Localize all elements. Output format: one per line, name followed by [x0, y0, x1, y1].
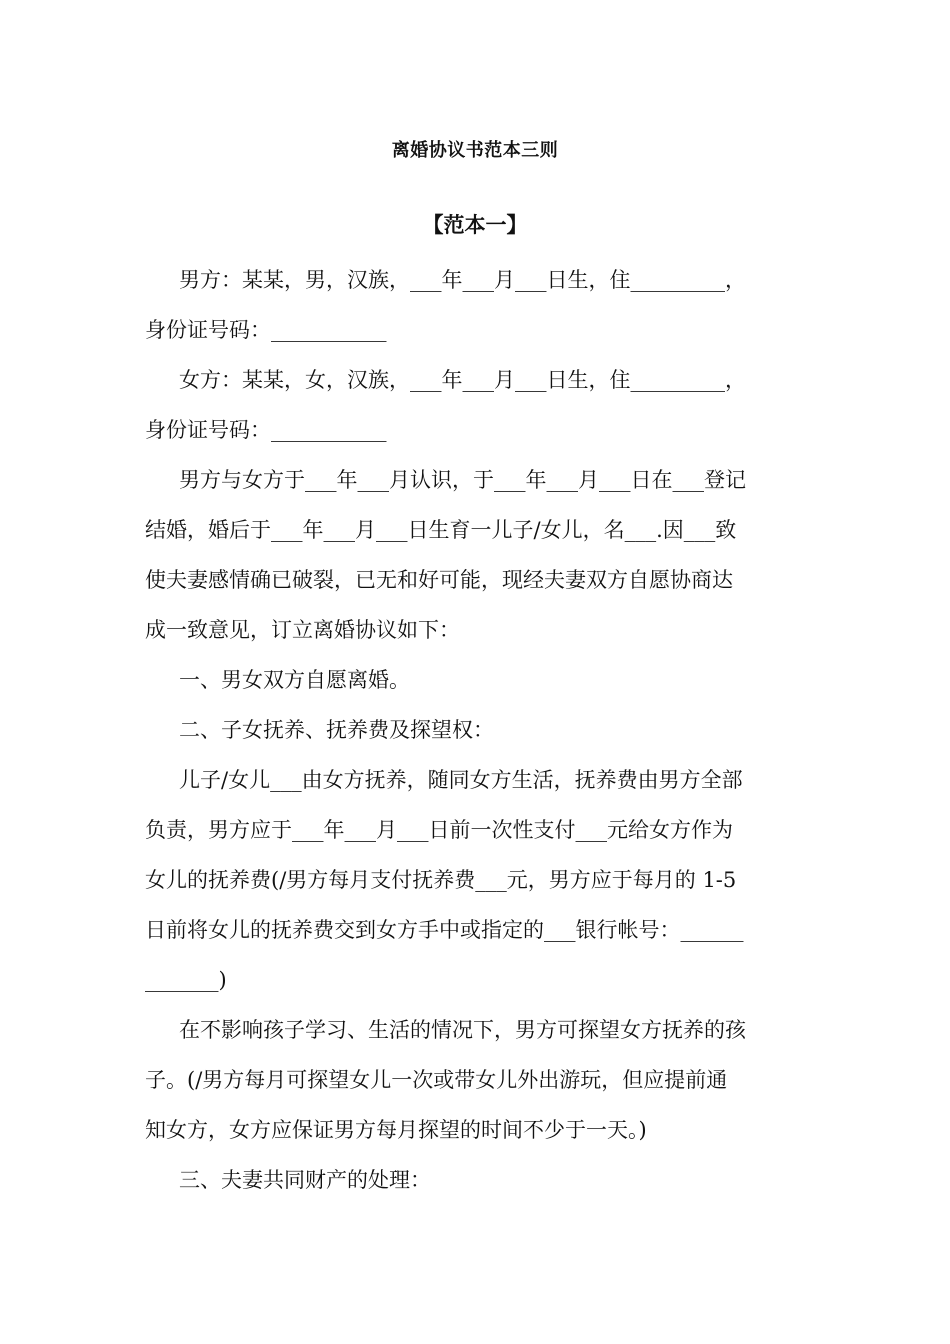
paragraph-line: 女儿的抚养费(/男方每月支付抚养费___元，男方应于每月的 1-5 — [145, 868, 737, 892]
paragraph-line: 子。(/男方每月可探望女儿一次或带女儿外出游玩，但应提前通 — [145, 1068, 728, 1092]
paragraph-line: 日前将女儿的抚养费交到女方手中或指定的___银行帐号：______ — [145, 918, 744, 942]
paragraph-line: 使夫妻感情确已破裂，已无和好可能，现经夫妻双方自愿协商达 — [145, 568, 733, 592]
paragraph-line: 一、男女双方自愿离婚。 — [179, 668, 410, 692]
paragraph-line: 身份证号码：___________ — [145, 318, 387, 342]
section-title: 【范本一】 — [422, 213, 528, 237]
paragraph-line: 儿子/女儿___由女方抚养，随同女方生活，抚养费由男方全部 — [179, 768, 743, 792]
paragraph-line: 男方：某某，男，汉族，___年___月___日生，住_________， — [179, 268, 746, 292]
paragraph-line: 结婚，婚后于___年___月___日生育一儿子/女儿，名___.因___致 — [145, 518, 737, 542]
paragraph-line: 男方与女方于___年___月认识，于___年___月___日在___登记 — [179, 468, 746, 492]
document-title: 离婚协议书范本三则 — [391, 140, 559, 161]
paragraph-line: _______) — [145, 968, 227, 992]
paragraph-line: 负责，男方应于___年___月___日前一次性支付___元给女方作为 — [145, 818, 733, 842]
paragraph-line: 身份证号码：___________ — [145, 418, 387, 442]
document-body — [145, 255, 807, 1205]
paragraph-line: 成一致意见，订立离婚协议如下： — [145, 618, 460, 642]
paragraph-line: 女方：某某，女，汉族，___年___月___日生，住_________， — [179, 368, 746, 392]
paragraph-line: 在不影响孩子学习、生活的情况下，男方可探望女方抚养的孩 — [179, 1018, 746, 1042]
paragraph-line: 三、夫妻共同财产的处理： — [179, 1168, 431, 1192]
paragraph-line: 知女方，女方应保证男方每月探望的时间不少于一天。) — [145, 1118, 647, 1142]
paragraph-line: 二、子女抚养、抚养费及探望权： — [179, 718, 494, 742]
